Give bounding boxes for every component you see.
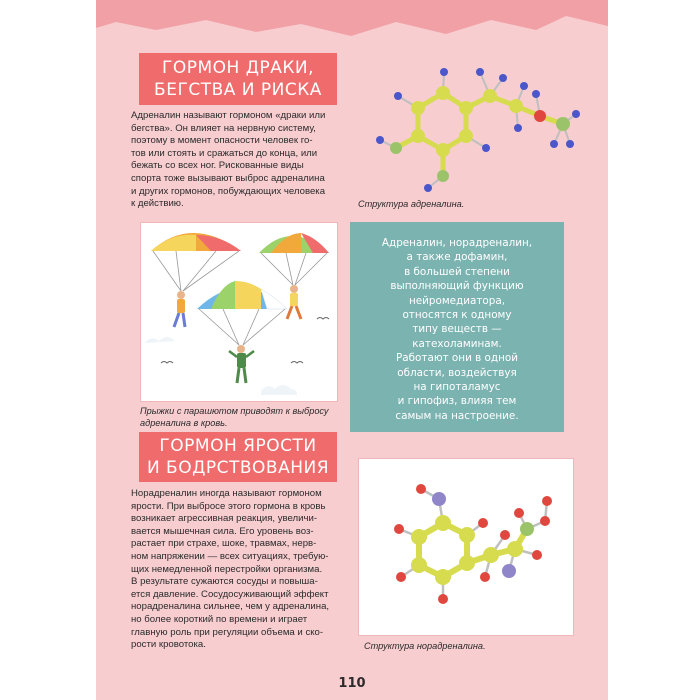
paragraph-line: и других гормонов, побуждающих человека bbox=[131, 185, 326, 197]
info-line: катехоламинам. bbox=[412, 337, 502, 350]
info-line: Адреналин, норадреналин, bbox=[381, 237, 533, 249]
paragraph-line: спорта тоже вызывают выброс адреналина bbox=[131, 172, 325, 184]
bird-icon bbox=[291, 362, 303, 364]
noradrenaline-photo bbox=[358, 458, 574, 636]
parachute-photo bbox=[140, 222, 338, 402]
info-line: нейромедиатора, bbox=[408, 294, 506, 307]
parachutist-figure bbox=[174, 291, 185, 327]
bird-icon bbox=[317, 318, 329, 320]
paragraph-line: главную роль при регуляции объема и ско- bbox=[131, 626, 324, 638]
paragraph-line: вается мышечная сила. Его уровень воз- bbox=[131, 525, 314, 537]
parachutist-figure bbox=[287, 285, 301, 319]
paragraph-line: бегства». Он влияет на нервную систему, bbox=[131, 122, 316, 134]
section1-paragraph bbox=[131, 110, 348, 211]
section1-heading bbox=[139, 53, 337, 105]
paragraph-line: растает при страхе, шоке, травмах, нерв- bbox=[131, 538, 317, 550]
section1-heading-line1: ГОРМОН ДРАКИ, bbox=[161, 58, 315, 78]
adrenaline-caption: Структура адреналина. bbox=[358, 199, 465, 209]
info-line: выполняющий функцию bbox=[390, 280, 524, 293]
parachutist-figure bbox=[229, 345, 254, 383]
paragraph-line: ется давление. Сосудосуживающий эффект bbox=[131, 588, 329, 600]
paragraph-line: поэтому в момент опасности человек го- bbox=[131, 135, 313, 147]
paragraph-line: норадреналина сильнее, чем у адреналина, bbox=[131, 601, 330, 613]
paragraph-line: Норадреналин иногда называют гормоном bbox=[131, 488, 322, 499]
caption-line: Прыжки с парашютом приводят к выбросу bbox=[140, 406, 329, 416]
info-line: а также дофамин, bbox=[406, 251, 508, 264]
paragraph-line: тов или стоять и сражаться до конца, или bbox=[131, 147, 318, 159]
paragraph-line: но более короткий по времени и играет bbox=[131, 613, 308, 625]
caption-line: адреналина в кровь. bbox=[140, 418, 228, 428]
paragraph-line: В результате сужаются сосуды и повыша- bbox=[131, 576, 318, 588]
parachute-caption bbox=[140, 405, 350, 429]
info-line: типу веществ — bbox=[412, 323, 502, 336]
paragraph-line: ярости. При выбросе этого гормона в кровь bbox=[131, 500, 326, 512]
section1-heading-line2: БЕГСТВА И РИСКА bbox=[154, 80, 322, 100]
noradrenaline-molecule-icon bbox=[359, 459, 573, 635]
noradrenaline-caption: Структура норадреналина. bbox=[364, 641, 486, 651]
section2-heading-line2: И БОДРСТВОВАНИЯ bbox=[146, 458, 330, 478]
info-box bbox=[350, 222, 564, 432]
info-line: на гипоталамус bbox=[413, 381, 501, 394]
info-line: области, воздействуя bbox=[397, 366, 517, 379]
section2-heading bbox=[139, 432, 337, 482]
page-number: 110 bbox=[338, 676, 366, 691]
bird-icon bbox=[161, 362, 173, 364]
parachutists-illustration bbox=[141, 223, 337, 401]
paragraph-line: к действию. bbox=[131, 198, 184, 210]
info-line: и гипофиз, влияя тем bbox=[397, 395, 517, 408]
paragraph-line: ном напряжении — всех ситуациях, требую- bbox=[131, 550, 329, 562]
info-line: в большей степени bbox=[404, 265, 510, 278]
torn-edge-decoration bbox=[96, 0, 608, 44]
paragraph-line: бежать со всех ног. Рискованные виды bbox=[131, 160, 304, 172]
paragraph-line: Адреналин называют гормоном «драки или bbox=[131, 110, 326, 121]
info-line: Работают они в одной bbox=[396, 352, 518, 365]
info-line: самым на настроение. bbox=[395, 409, 519, 422]
section2-paragraph bbox=[131, 488, 348, 652]
paragraph-line: щих немедленной перестройки организма. bbox=[131, 563, 323, 575]
info-line: относятся к одному bbox=[402, 309, 512, 322]
adrenaline-molecule-icon bbox=[358, 58, 588, 198]
book-page bbox=[96, 0, 608, 700]
paragraph-line: рости кровотока. bbox=[131, 639, 206, 651]
section2-heading-line1: ГОРМОН ЯРОСТИ bbox=[159, 436, 317, 456]
paragraph-line: возникает агрессивная реакция, увеличи- bbox=[131, 513, 318, 525]
